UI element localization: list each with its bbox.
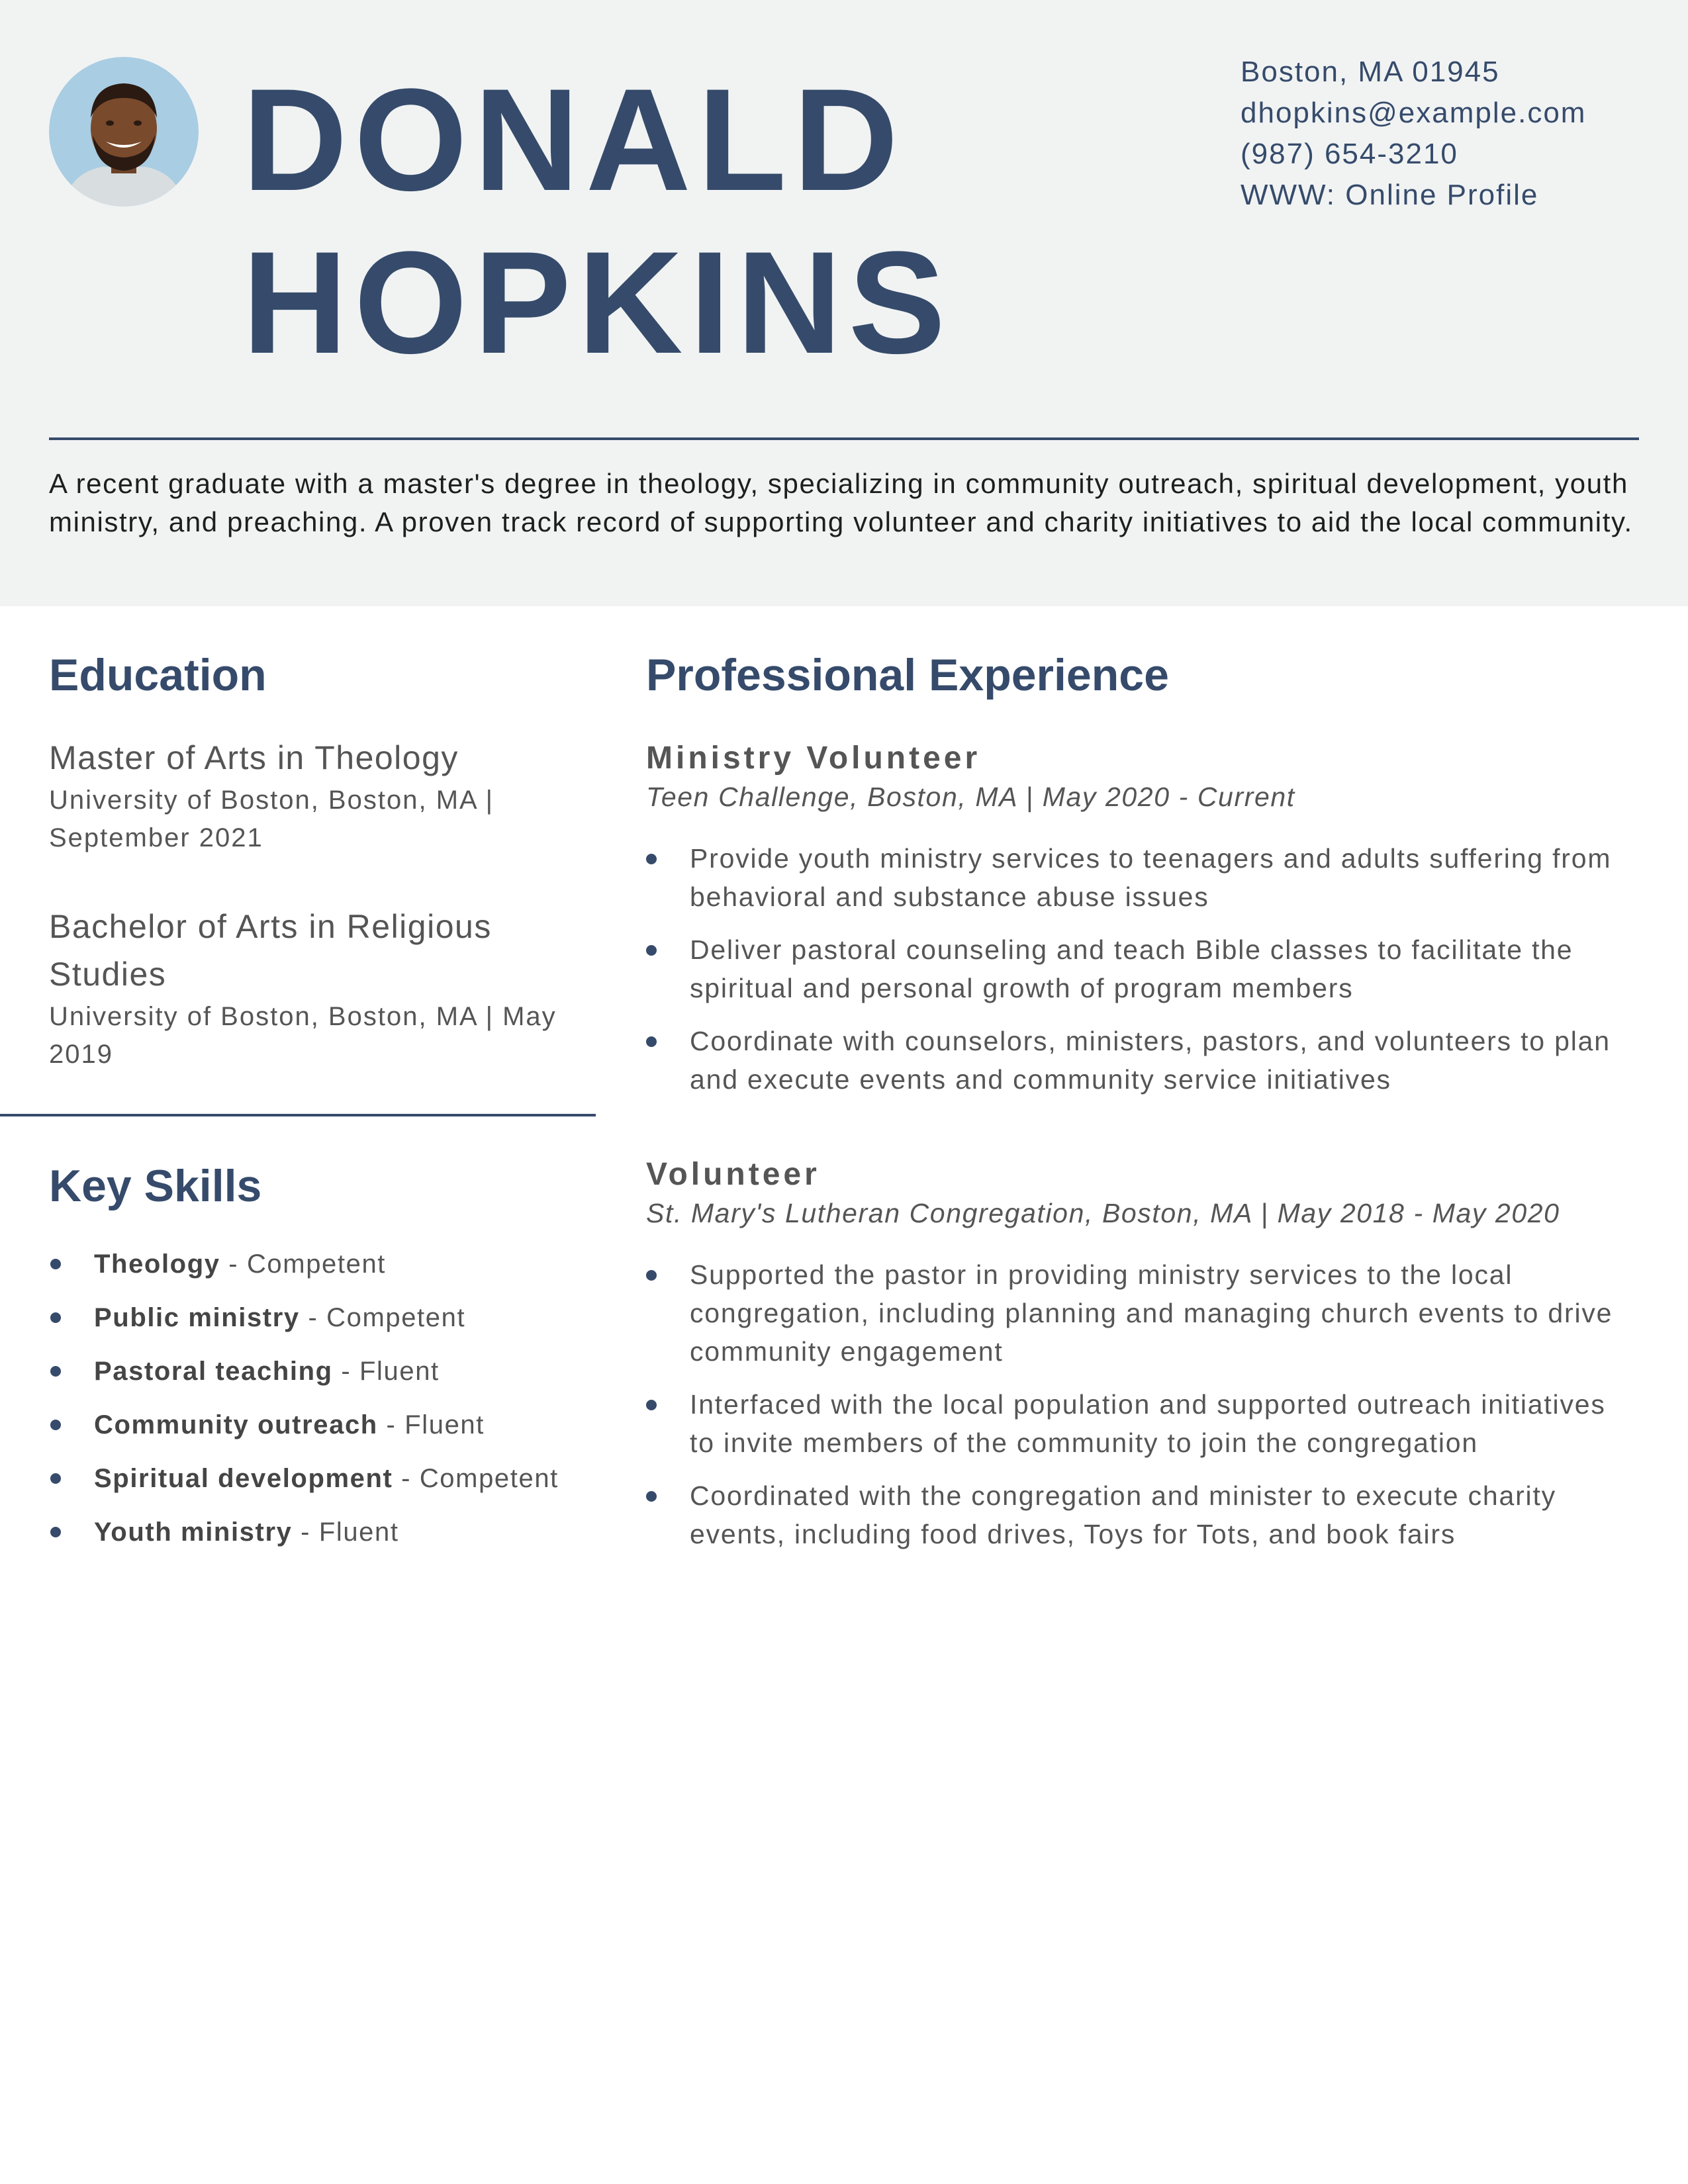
education-degree: Master of Arts in Theology bbox=[49, 739, 459, 776]
bullet-icon bbox=[50, 1312, 61, 1323]
skill-level: Fluent bbox=[359, 1357, 440, 1386]
header-divider bbox=[49, 437, 1639, 440]
education-divider bbox=[0, 1114, 596, 1116]
bullet-icon bbox=[646, 854, 657, 864]
skill-name: Youth ministry bbox=[94, 1518, 293, 1547]
job-bullet-text: Interfaced with the local population and supported outreach initiatives to invite members of the community to join the congregation bbox=[690, 1389, 1606, 1458]
contact-info bbox=[1241, 52, 1586, 216]
bullet-icon bbox=[50, 1473, 61, 1484]
job-title: Ministry Volunteer bbox=[646, 741, 981, 776]
bullet-icon bbox=[646, 1491, 657, 1502]
education-degree: Bachelor of Arts in Religious Studies bbox=[49, 908, 492, 993]
education-item bbox=[49, 903, 598, 1073]
contact-location: Boston, MA 01945 bbox=[1241, 56, 1500, 88]
bullet-icon bbox=[50, 1366, 61, 1377]
skill-level: Fluent bbox=[318, 1518, 399, 1547]
bullet-icon bbox=[646, 1036, 657, 1047]
professional-summary: A recent graduate with a master's degree in theology, specializing in community outreach, spiritual development, youth ministry, and preaching. A proven track record of supporting volunteer and charity initiatives to aid the local community. bbox=[49, 468, 1633, 537]
skill-item bbox=[49, 1506, 605, 1559]
job-bullet-text: Coordinated with the congregation and minister to execute charity events, including food drives, Toys for Tots, and book fairs bbox=[690, 1480, 1556, 1549]
skill-item bbox=[49, 1398, 605, 1452]
skill-item bbox=[49, 1452, 605, 1506]
first-name: DONALD bbox=[242, 58, 906, 221]
job-bullet-text: Provide youth ministry services to teenagers and adults suffering from behavioral and substance abuse issues bbox=[690, 843, 1612, 912]
skill-name: Spiritual development bbox=[94, 1464, 393, 1493]
job-bullet-text: Deliver pastoral counseling and teach Bible classes to facilitate the spiritual and personal growth of program members bbox=[690, 934, 1573, 1003]
skill-name: Community outreach bbox=[94, 1410, 378, 1439]
bullet-icon bbox=[50, 1527, 61, 1537]
education-item bbox=[49, 734, 598, 857]
skill-level: Competent bbox=[326, 1303, 466, 1332]
education-school: University of Boston, Boston, MA | May 2019 bbox=[49, 1002, 557, 1069]
job-bullet bbox=[646, 1385, 1639, 1462]
job-bullets bbox=[646, 1255, 1639, 1553]
contact-email[interactable]: dhopkins@example.com bbox=[1241, 97, 1587, 129]
skills-heading: Key Skills bbox=[49, 1161, 262, 1211]
education-school: University of Boston, Boston, MA | September 2021 bbox=[49, 786, 494, 852]
contact-phone: (987) 654-3210 bbox=[1241, 138, 1458, 170]
job-bullet bbox=[646, 1255, 1639, 1371]
skill-level: Competent bbox=[419, 1464, 559, 1493]
job-bullet bbox=[646, 1022, 1639, 1099]
skills-list bbox=[49, 1238, 605, 1559]
experience-heading: Professional Experience bbox=[646, 650, 1169, 700]
job-bullet-text: Supported the pastor in providing ministry services to the local congregation, including planning and managing church events to drive community engagement bbox=[690, 1259, 1613, 1367]
bullet-icon bbox=[50, 1420, 61, 1430]
bullet-icon bbox=[646, 945, 657, 956]
job-bullet-text: Coordinate with counselors, ministers, pastors, and volunteers to plan and execute events and community service initiatives bbox=[690, 1026, 1611, 1095]
job-meta: Teen Challenge, Boston, MA | May 2020 - Current bbox=[646, 782, 1295, 812]
contact-website[interactable]: WWW: Online Profile bbox=[1241, 179, 1539, 211]
skill-name: Pastoral teaching bbox=[94, 1357, 333, 1386]
job-bullet bbox=[646, 931, 1639, 1007]
last-name: HOPKINS bbox=[242, 221, 953, 384]
skill-separator: - bbox=[393, 1464, 420, 1493]
job-entry bbox=[646, 1155, 1639, 1568]
job-bullet bbox=[646, 1477, 1639, 1553]
skill-separator: - bbox=[332, 1357, 359, 1386]
skill-level: Fluent bbox=[404, 1410, 485, 1439]
avatar bbox=[49, 57, 199, 206]
job-bullets bbox=[646, 839, 1639, 1099]
job-entry bbox=[646, 739, 1639, 1113]
skill-name: Theology bbox=[94, 1250, 220, 1279]
job-bullet bbox=[646, 839, 1639, 916]
skill-separator: - bbox=[299, 1303, 327, 1332]
job-meta: St. Mary's Lutheran Congregation, Boston, MA | May 2018 - May 2020 bbox=[646, 1198, 1560, 1228]
bullet-icon bbox=[646, 1400, 657, 1410]
skill-name: Public ministry bbox=[94, 1303, 300, 1332]
skill-separator: - bbox=[292, 1518, 319, 1547]
skill-item bbox=[49, 1291, 605, 1345]
skill-item bbox=[49, 1345, 605, 1398]
bullet-icon bbox=[50, 1259, 61, 1269]
bullet-icon bbox=[646, 1270, 657, 1281]
candidate-name bbox=[242, 58, 952, 384]
skill-item bbox=[49, 1238, 605, 1291]
skill-separator: - bbox=[377, 1410, 405, 1439]
skill-separator: - bbox=[220, 1250, 247, 1279]
skill-level: Competent bbox=[246, 1250, 387, 1279]
job-title: Volunteer bbox=[646, 1157, 820, 1192]
profile-photo-image bbox=[49, 57, 199, 206]
education-heading: Education bbox=[49, 650, 267, 700]
